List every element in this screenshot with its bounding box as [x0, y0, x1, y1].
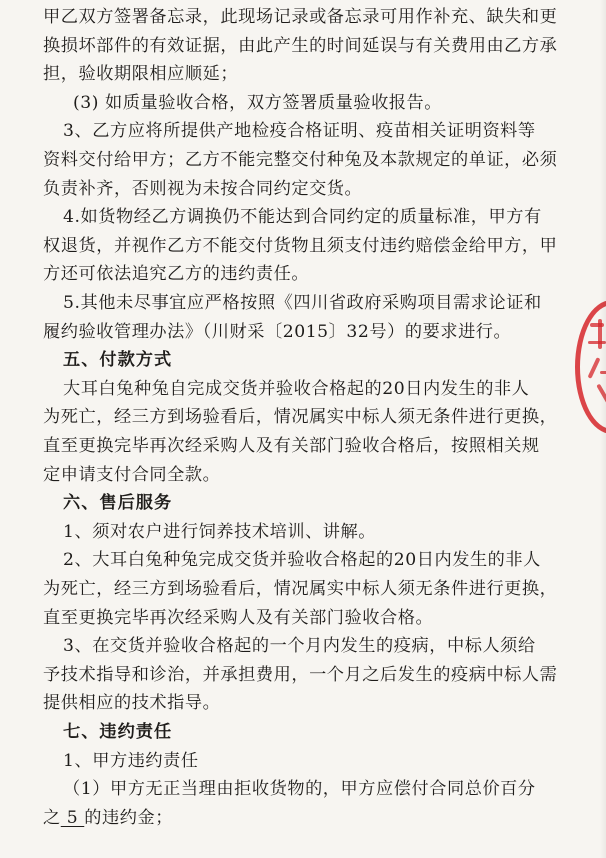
text-line-23: 3、在交货并验收合格起的一个月内发生的疫病，中标人须给 [63, 636, 536, 657]
text-line-6: 资料交付给甲方；乙方不能完整交付种兔及本款规定的单证，必须 [43, 150, 558, 170]
text-line-1: 甲乙双方签署备忘录，此现场记录或备忘录可用作补充、缺失和更 [43, 7, 558, 27]
text-line-5: 3、乙方应将所提供产地检疫合格证明、疫苗相关证明资料等 [63, 121, 536, 142]
text-line-10: 方还可依法追究乙方的违约责任。 [43, 264, 310, 285]
text-line-27: 1、甲方违约责任 [63, 750, 199, 771]
text-line-16: 直至更换完毕再次经采购人及有关部门验收合格后，按照相关规 [43, 436, 540, 456]
text-line-17: 定申请支付合同全款。 [43, 464, 221, 485]
text-line-21: 为死亡，经三方到场验看后，情况属实中标人须无条件进行更换， [43, 579, 558, 599]
text-line-3: 担，验收期限相应顺延； [43, 64, 239, 85]
last-line-suffix: 的违约金； [84, 807, 173, 828]
section-heading-payment: 五、付款方式 [63, 350, 173, 371]
text-line-4: (3) 如质量验收合格，双方签署质量验收报告。 [73, 92, 443, 113]
text-line-29 [43, 807, 173, 829]
text-line-12: 履约验收管理办法》（川财采〔2015〕32号）的要求进行。 [43, 321, 512, 342]
text-line-19: 1、须对农户进行饲养技术培训、讲解。 [63, 521, 377, 542]
text-line-20: 2、大耳白兔种兔完成交货并验收合格起的20日内发生的非人 [63, 550, 541, 571]
last-line-prefix: 之 [43, 807, 61, 828]
section-heading-breach: 七、违约责任 [63, 722, 173, 742]
seal-mark [588, 357, 601, 379]
text-line-25: 提供相应的技术指导。 [43, 693, 221, 714]
text-line-2: 换损坏部件的有效证据，由此产生的时间延误与有关费用由乙方承 [43, 35, 558, 56]
text-line-22: 直至更换完毕再次经采购人及有关部门验收合格。 [43, 607, 434, 628]
text-line-14: 大耳白兔种兔自完成交货并验收合格起的20日内发生的非人 [63, 378, 530, 399]
penalty-percent-value: 5 [60, 807, 85, 828]
text-line-9: 权退货，并视作乙方不能交付货物且须支付违约赔偿金给甲方，甲 [43, 235, 558, 256]
text-line-11: 5.其他未尽事宜应严格按照《四川省政府采购项目需求论证和 [63, 293, 542, 313]
text-line-7: 负责补齐，否则视为未按合同约定交货。 [43, 178, 363, 199]
text-line-8: 4.如货物经乙方调换仍不能达到合同约定的质量标准，甲方有 [63, 207, 542, 228]
text-line-24: 予技术指导和诊治，并承担费用，一个月之后发生的疫病中标人需 [43, 664, 558, 685]
text-line-15: 为死亡，经三方到场验看后，情况属实中标人须无条件进行更换， [43, 407, 558, 428]
text-line-28: （1）甲方无正当理由拒收货物的，甲方应偿付合同总价百分 [63, 779, 536, 800]
section-heading-after-sales: 六、售后服务 [63, 493, 173, 514]
scan-edge-shadow [600, 0, 606, 858]
